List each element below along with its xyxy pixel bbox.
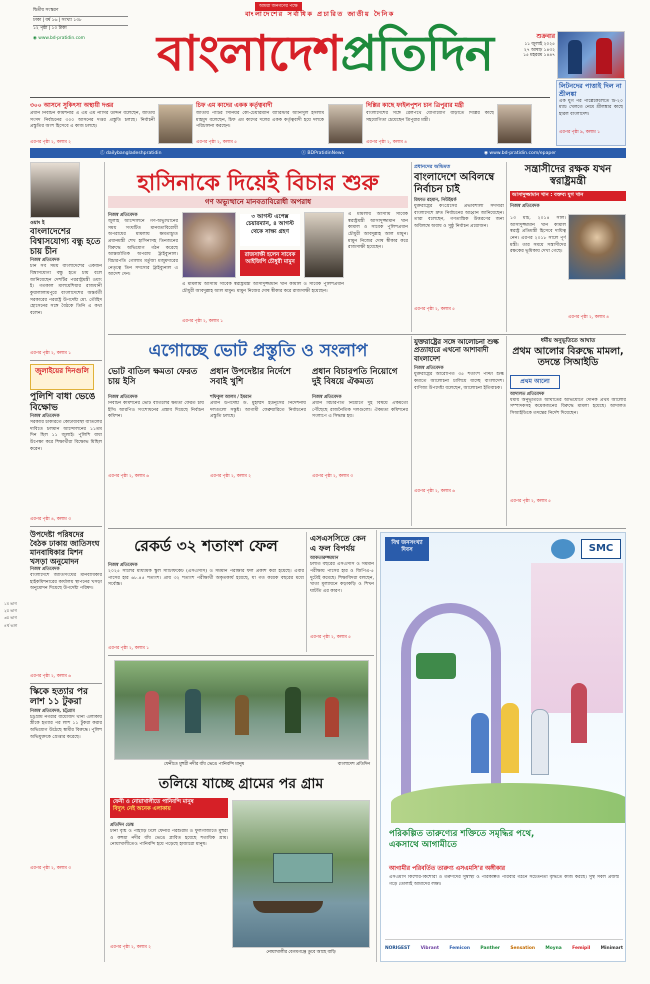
july-days-logo: জুলাইয়ের দিনগুলি — [30, 364, 94, 390]
ad-headline: পরিকল্পিত তারুণ্যের শক্তিতে সমৃদ্ধির পথে, একসাথে আগামীতে — [389, 829, 535, 850]
election-continued: এরপর পৃষ্ঠা ২, কলাম ৫ — [414, 307, 456, 312]
story3-byline: নিজস্ব প্রতিবেদক — [30, 566, 60, 572]
pa-text: ধর্মীয় অনুভূতিতে আঘাতের অভিযোগে দৈনিক প্রথম আলোর সম্পাদকসহ কয়েকজনের বিরুদ্ধে মামলা হয়েছে। আদালত সিআইডিকে তদন্তের নির্দেশ দিয়েছেন। — [510, 397, 626, 417]
lead-byline: নিজস্ব প্রতিবেদক — [108, 213, 138, 218]
flood-byline: প্রতিদিন ডেস্ক — [110, 823, 134, 828]
ssc-analysis[interactable] — [310, 534, 374, 654]
person-figure — [325, 697, 339, 737]
teaser-text: বাংলাদেশের সঙ্গে রেলপথে যোগাযোগ বাড়াতে দিল্লির কাছে সহযোগিতা চেয়েছেন ত্রিপুরার মন্ত্রী। — [366, 111, 494, 123]
flood-photo — [114, 660, 369, 760]
twitter-link[interactable] — [301, 150, 344, 156]
ssc-text: চলতি বছরের এসএসসি ও সমমান পরীক্ষায় পাসের হার ও জিপিএ-৫ দুটোই কমেছে। শিক্ষাবিদরা বলছেন, খাতা মূল্যায়নে কড়াকড়ি ও শিখন ঘাটতি এর কারণ। — [310, 562, 374, 594]
asaduzzaman-photo — [568, 214, 626, 280]
tagline: বাংলাদেশের সর্বাধিক প্রচারিত জাতীয় দৈনিক — [245, 10, 395, 18]
mamun-photo — [304, 212, 344, 278]
left-column — [30, 162, 102, 962]
newspaper-logo[interactable] — [125, 16, 525, 82]
woman-figure-illustration — [571, 683, 587, 743]
person-figure — [185, 689, 201, 733]
tariff-story[interactable] — [414, 338, 504, 524]
cricket-photo — [557, 31, 625, 79]
hasina-photo — [182, 212, 236, 278]
edge-mark: ১ম ভাগ — [4, 601, 17, 606]
twitter-icon: ⓧ — [301, 151, 308, 156]
facebook-icon: ⓕ — [99, 151, 106, 156]
story3-text: বাংলাদেশে জাতিসংঘের মানবাধিকার হাইকমিশনারের কার্যালয় স্থাপনের খসড়া অনুমোদন দিয়েছে উপদেষ্টা পরিষদ। — [30, 572, 102, 592]
election-title: বাংলাদেশে অবিলম্বে নির্বাচন চাই — [414, 172, 495, 195]
flood-banner — [110, 798, 228, 818]
flood-photo-credit: বাংলাদেশ প্রতিদিন — [337, 762, 370, 767]
exam-body — [108, 562, 304, 652]
teaser-portrait — [158, 104, 193, 144]
teaser-portrait — [497, 104, 532, 144]
hill-illustration — [391, 783, 626, 823]
hm-banner: আসাদুজ্জামান খান : বক্তব্য যুগ খান — [510, 191, 626, 201]
election-kicker: প্রধানদের অভিমত — [414, 164, 451, 170]
issue-line: ঢাকা | বর্ষ ১৬ | সংখ্যা ১৩৮ — [33, 16, 128, 26]
player-figure — [568, 40, 582, 74]
product-logo: Sensation — [510, 946, 535, 951]
product-logo: Minimart — [600, 946, 623, 951]
vote-byline-3: নিজস্ব প্রতিবেদক — [312, 395, 342, 400]
story4-title[interactable]: স্কিকে হত্যার পর লাশ ১১ টুকরা — [30, 686, 88, 708]
vote-continued-3: এরপর পৃষ্ঠা ২, কলাম ৩ — [312, 474, 354, 479]
teaser-title: চিফ এম কাদের একক কর্তৃত্ববাদী — [196, 102, 273, 109]
player-figure — [596, 38, 612, 74]
logo-part2: প্রতিদিন — [340, 24, 494, 82]
epaper-url: www.bd-pratidin.com/epaper — [489, 150, 557, 156]
hm-title: সন্ত্রাসীদের রক্ষক যখন স্বরাষ্ট্রমন্ত্রী — [524, 164, 612, 187]
flood-photo2-caption: নোয়াখালীর বেগমগঞ্জে ডুবে আছে বাড়ি — [266, 950, 336, 955]
student-figure-illustration — [471, 713, 489, 773]
hm-continued: এরপর পৃষ্ঠা ২, কলাম ৪ — [568, 315, 610, 320]
website-text: www.bd-pratidin.com — [38, 36, 85, 41]
vote-subheads — [108, 368, 408, 388]
teaser-3[interactable] — [366, 100, 494, 146]
masthead — [0, 0, 650, 100]
flood-banner-line2: বিদ্যুৎ নেই অনেক এলাকায় — [113, 806, 171, 813]
epaper-link[interactable] — [484, 151, 556, 156]
worker-figure-illustration — [501, 703, 519, 773]
pa-title: প্রথম আলোর বিরুদ্ধে মামলা, তদন্তে সিআইডি — [512, 346, 624, 369]
pa-continued: এরপর পৃষ্ঠা ২, কলাম ৫ — [510, 498, 552, 504]
vote-col-2 — [210, 394, 306, 524]
path-arch-illustration — [401, 603, 501, 803]
hm-text: ১৩ মার্চ, ২০১৪ সাল। আসাদুজ্জামান খান কামাল স্বরাষ্ট্র প্রতিমন্ত্রী হিসেবে দায়িত্ব নেন। এরপর ২০১৮ সালে পূর্ণ মন্ত্রী। তার সময়ে সন্ত্রাসীদের রক্ষকের ভূমিকায় দেখা গেছে। — [510, 216, 566, 255]
vote-sub1[interactable]: ভোট বাতিল ক্ষমতা ফেরত চায় ইসি — [108, 367, 198, 387]
story2-continued: এরপর পৃষ্ঠা ৪, কলাম ৩ — [30, 516, 72, 522]
prothom-alo-story[interactable] — [510, 338, 626, 524]
flood-photo-caption: ফেনীতে মুহুরী নদীর বাঁধ ভেঙে পানিবন্দি মানুষ — [163, 762, 245, 767]
exam-text: ২০২৫ সালের মাধ্যমিক স্কুল সার্টিফিকেট (এসএসসি) ও সমমান পরীক্ষার ফল প্রকাশ করা হয়েছে। এবার পাসের হার ৬৮.৪৫ শতাংশ। প্রায় ৩২ শতাংশ পরীক্ষার্থী অকৃতকার্য হয়েছে, যা গত কয়েক বছরের মধ্যে সর্বোচ্চ। — [108, 569, 304, 588]
lead-text-3: এ মামলায় আসামি সাবেক স্বরাষ্ট্রমন্ত্রী আসাদুজ্জামান খান কামাল ও সাবেক পুলিশপ্রধান চৌধুরী আবদুল্লাহ আল মামুন। মামুন নিজের দোষ স্বীকার করে রাজসাক্ষী হয়েছেন। — [348, 212, 408, 251]
story1-byline: নিজস্ব প্রতিবেদক — [30, 258, 60, 264]
story1-text: চীন সব সময় বাংলাদেশের একজন বিশ্বাসযোগ্য বন্ধু হতে চায় বলে জানিয়েছেন দেশটির পররাষ্ট্রমন্ত্রী ওয়াং ই। গতকাল মালয়েশিয়ার রাজধানী কুয়ালালামপুরে বাংলাদেশের অন্তর্বর্তী সরকারের পররাষ্ট্র উপদেষ্টা মো. তৌহিদ হোসেনের সঙ্গে বৈঠকে তিনি এ কথা বলেন। — [30, 264, 102, 316]
story4-continued: এরপর পৃষ্ঠা ২, কলাম ৩ — [30, 865, 72, 871]
flood-body — [110, 822, 228, 962]
lead-highlight-2: রাজসাক্ষী হলেন সাবেক আইজিপি চৌধুরী মামুন — [240, 250, 300, 276]
vote-sub3[interactable]: প্রধান বিচারপতি নিয়োগে দুই বিষয়ে ঐকমত্য — [312, 367, 398, 387]
boat-shape — [253, 901, 323, 913]
vote-text-2: প্রধান উপদেষ্টা ড. মুহাম্মদ ইউনূসের নির্দেশনায় দলগুলো সন্তুষ্ট। আগামী ফেব্রুয়ারিতে নির্বাচনের প্রস্তুতি চলছে। — [210, 401, 306, 420]
story3-title[interactable]: উপদেষ্টা পরিষদের বৈঠক ঢাকায় জাতিসংঘ মানবাধিকার মিশন খসড়া অনুমোদন — [30, 529, 100, 566]
story4-byline: নিজস্ব প্রতিবেদক, চট্টগ্রাম — [30, 708, 75, 714]
partner-logo-icon — [551, 539, 575, 559]
story2-text: সরকারি চাকরিতে কোটাব্যবস্থা বাতিলের দাবিতে চলমান আন্দোলনের ১১তম দিন ছিল ১১ জুলাই। পুলিশি বাধা উপেক্ষা করে শিক্ষার্থীরা বিক্ষোভ মিছিল করেন। — [30, 419, 102, 452]
page-edge-marks — [4, 600, 20, 629]
ad-text: এসএমসি কিশোর-কিশোরী ও তরুণদের সুস্বাস্থ্য ও পরিকল্পিত পরিবার গঠনে সচেতনতা বৃদ্ধিতে কাজ করছে। সুস্থ সবল প্রজন্ম গড়ে তোলাই আমাদের লক্ষ্য। — [389, 875, 619, 887]
election-story[interactable] — [414, 164, 504, 332]
globe-icon: ◉ — [33, 36, 39, 41]
lead-column-3 — [348, 212, 408, 327]
teaser-continued: এরপর পৃষ্ঠা ২, কলাম ৪ — [366, 140, 408, 145]
flood-banner-line1: ফেনী ও নোয়াখালীতে পানিবন্দি মানুষ — [113, 799, 194, 805]
vote-continued-2: এরপর পৃষ্ঠা ২, কলাম ২ — [210, 474, 252, 479]
exam-continued: এরপর পৃষ্ঠা ২, কলাম ১ — [108, 646, 150, 651]
flood-title: তলিয়ে যাচ্ছে গ্রামের পর গ্রাম — [158, 776, 324, 792]
wang-yi-photo — [30, 162, 80, 218]
house-shape — [273, 853, 333, 883]
product-logo: Vibrant — [420, 946, 439, 951]
lead-column-2 — [182, 282, 344, 327]
exam-byline: নিজস্ব প্রতিবেদক — [108, 563, 138, 568]
story1-title[interactable]: বাংলাদেশের বিশ্বাসযোগ্য বন্ধু হতে চায় চীন — [30, 227, 101, 257]
teaser-title: লিটনদের পাত্তাই দিল না শ্রীলঙ্কা — [559, 82, 622, 98]
person-figure — [235, 695, 249, 735]
facebook-link[interactable] — [100, 150, 162, 156]
ssc-continued: এরপর পৃষ্ঠা ২, কলাম ৫ — [310, 635, 352, 641]
flood-headline-box[interactable] — [108, 772, 374, 796]
ad-badge: বিশ্ব জনসংখ্যা দিবস — [385, 537, 429, 561]
lead-text-2: এ মামলায় আসামি সাবেক স্বরাষ্ট্রমন্ত্রী আসাদুজ্জামান খান কামাল ও সাবেক পুলিশপ্রধান চৌধুরী আবদুল্লাহ আল মামুন। মামুন নিজের দোষ স্বীকার করে রাজসাক্ষী হয়েছেন। — [182, 282, 344, 294]
tariff-title: যুক্তরাষ্ট্রের সঙ্গে আলোচনা শুল্ক প্রত্যাহারে এখনো আশাবাদী বাংলাদেশ — [414, 338, 499, 363]
edge-mark: ৩য় ভাগ — [4, 615, 17, 621]
teaser-text: প্রধান নির্বাচন কমিশনার এ এম এম নাসির উদ্দিন বলেছেন, জাতীয় সংসদ নির্বাচনের ৩০০ আসনের দপ্তর প্রস্তুতি চলছে। নির্বাচনী প্রস্তুতির অংশ হিসেবে এ কাজ চলছে। — [30, 111, 155, 130]
tariff-text: যুক্তরাষ্ট্রের আরোপিত ৩৫ শতাংশ পাল্টা শুল্ক কমাতে আলোচনা চালিয়ে যাচ্ছে বাংলাদেশ। বাণিজ্য উপদেষ্টা বলেছেন, আলোচনা ইতিবাচক। — [414, 372, 504, 391]
person-figure — [285, 687, 301, 733]
ssc-byline: আকতারুজ্জামান — [310, 556, 339, 562]
smc-logo: SMC — [581, 539, 621, 559]
vote-title: এগোচ্ছে ভোট প্রস্তুতি ও সংলাপ — [148, 341, 368, 361]
ad-subhead: আগামীর পরিবর্তিত তারুণ্য এসএমসি'র অঙ্গীকার — [389, 865, 506, 872]
teaser-text: এক যুগ পর পাল্লেকেলেতে টি-২০ ম্যাচ খেলতে নেমে শ্রীলঙ্কার কাছে হারল বাংলাদেশ। — [559, 98, 623, 117]
vote-byline-1: নিজস্ব প্রতিবেদক — [108, 395, 138, 400]
date-bn: ২৭ আষাঢ় ১৪৩২ — [523, 47, 555, 53]
teaser-continued: এরপর পৃষ্ঠা ৯, কলাম ১ — [559, 129, 600, 135]
teaser-title: দিল্লির কাছে ফাইলপুশন চান ত্রিপুরার মন্ত্রী — [366, 102, 464, 109]
facebook-handle: dailybangladeshpratidin — [105, 151, 162, 156]
vote-col-3 — [312, 394, 408, 524]
product-logo: Panther — [480, 946, 500, 951]
election-byline: রিফাত রহমান, নিউইয়র্ক — [414, 198, 457, 203]
pa-byline: আদালত প্রতিবেদক — [510, 391, 545, 397]
vote-text-3: প্রধান বিচারপতি নিয়োগে দুই বিষয়ে ঐকমত্যে পৌঁছেছে রাজনৈতিক দলগুলো। ঐকমত্য কমিশনের সংলাপে এ সিদ্ধান্ত হয়। — [312, 401, 408, 420]
doctor-figure-illustration — [531, 709, 549, 775]
vote-byline-2: শফিকুল আলম / ইমরান — [210, 395, 252, 400]
vote-col-1 — [108, 394, 204, 524]
smc-advertisement[interactable] — [380, 532, 626, 962]
date-hijri: ১৫ মহররম ১৪৪৭ — [523, 53, 555, 59]
teaser-4[interactable] — [556, 80, 626, 146]
ssc-title: এসএসসিতে কেন এ ফল বিপর্যয় — [310, 534, 366, 553]
edge-mark: ২য় ভাগ — [4, 608, 17, 614]
website-link[interactable] — [33, 36, 85, 42]
tractor-illustration — [416, 653, 456, 679]
lead-column-1 — [108, 212, 178, 327]
twitter-handle: BDPratidinNews — [307, 151, 345, 156]
weekday: শুক্রবার — [536, 33, 555, 40]
edition-label: দ্বিতীয় সংস্করণ — [33, 8, 59, 13]
teaser-title: ৩০০ আসনে সুকিৎসা অস্থায়ী দপ্তর — [30, 102, 114, 109]
pages-price: ১২ পৃষ্ঠা | ১০ টাকা — [33, 26, 67, 31]
story1-kicker: ওয়াং ই — [30, 220, 45, 226]
social-bar — [30, 148, 626, 158]
flood-text: টানা বৃষ্টি ও পাহাড়ি ঢলে ফেনীর পরশুরাম ও ফুলগাজীতে মুহুরী ও কহুয়া নদীর বাঁধ ভেঙে প্লাবিত হয়েছে শতাধিক গ্রাম। নোয়াখালীতেও পানিবন্দি হয়ে পড়েছে হাজারো মানুষ। — [110, 829, 228, 848]
tariff-continued: এরপর পৃষ্ঠা ২, কলাম ৬ — [414, 489, 456, 495]
story3-continued: এরপর পৃষ্ঠা ২, কলাম ৬ — [30, 673, 72, 679]
logo-part1: বাংলাদেশ — [156, 24, 341, 82]
story4-text: চট্টগ্রাম নগরীর বায়েজিদ থানা এলাকায় স্ত্রীকে হত্যার পর লাশ ১১ টুকরা করার অভিযোগ উঠেছে স্বামীর বিরুদ্ধে। পুলিশ অভিযুক্তকে গ্রেপ্তার করেছে। — [30, 714, 102, 740]
teaser-portrait — [328, 104, 363, 144]
lead-continued: এরপর পৃষ্ঠা ২, কলাম ১ — [182, 319, 224, 324]
story2-byline: নিজস্ব প্রতিবেদক — [30, 413, 60, 419]
lead-headline-box[interactable] — [108, 166, 408, 194]
teaser-continued: এরপর পৃষ্ঠা ২, কলাম ৫ — [196, 140, 238, 145]
vote-headline-box[interactable] — [108, 338, 408, 364]
pa-kicker: ধর্মীয় অনুভূতিতে আঘাত — [540, 338, 596, 344]
flood-continued: এরপর পৃষ্ঠা ২, কলাম ২ — [110, 945, 152, 950]
vote-continued-1: এরপর পৃষ্ঠা ২, কলাম ৬ — [108, 474, 150, 479]
tagline-top: আমরা জনগণের পক্ষে — [255, 2, 302, 11]
product-logo: NORIGEST — [385, 946, 411, 951]
flooded-house-photo — [232, 800, 370, 948]
lead-title: হাসিনাকে দিয়েই বিচার শুরু — [137, 171, 379, 196]
tariff-byline: নিজস্ব প্রতিবেদক — [414, 366, 444, 372]
exam-headline-box[interactable] — [108, 534, 304, 558]
election-text: যুক্তরাষ্ট্রের কংগ্রেসের প্রভাবশালী সদস্যরা বাংলাদেশে দ্রুত নির্বাচনের আহ্বান জানিয়েছেন। তারা বলেছেন, গণতান্ত্রিক উত্তরণের জন্য অবিলম্বে অবাধ ও সুষ্ঠু নির্বাচন প্রয়োজন। — [414, 204, 504, 229]
edge-mark: ৪র্থ ভাগ — [4, 622, 18, 628]
vote-sub2[interactable]: প্রধান উপদেষ্টার নির্দেশে সবাই খুশি — [210, 367, 291, 387]
teaser-text: জাতীয় পার্টির সিনিয়র কো-চেয়ারম্যান ব্যারিস্টার আনিসুল ইসলাম মাহমুদ বলেছেন, চিফ এম কাদের দলের একক কর্তৃত্ববাদী হয়ে দলকে পরিচালনা করছেন। — [196, 111, 324, 130]
lead-text: জুলাই আন্দোলনে গণ-অভ্যুত্থানের সময় সংঘটিত মানবতাবিরোধী অপরাধের মামলায় ক্ষমতাচ্যুত প্রধানমন্ত্রী শেখ হাসিনাসহ তিনজনের বিরুদ্ধে অভিযোগ গঠন করেছে আন্তর্জাতিক অপরাধ ট্রাইব্যুনাল। বিচারপতি গোলাম মর্তুজা মজুমদারের নেতৃত্বে তিন সদস্যের ট্রাইব্যুনাল এ আদেশ দেন। — [108, 219, 178, 278]
teaser-continued: এরপর পৃষ্ঠা ২, কলাম ২ — [30, 140, 72, 145]
product-logo: Femicon — [449, 946, 470, 951]
globe-icon: ◉ — [483, 150, 490, 156]
product-strip — [385, 939, 623, 957]
exam-title: রেকর্ড ৩২ শতাংশ ফেল — [134, 537, 278, 555]
home-minister-story[interactable] — [510, 164, 626, 332]
story1-continued: এরপর পৃষ্ঠা ২, কলাম ১ — [30, 351, 72, 357]
product-logo: Moyna — [545, 946, 562, 951]
vote-text-1: নির্বাচন কমিশনের ভোট বাতিলের ক্ষমতা ফেরত চায় ইসি। আরপিও সংশোধনের প্রস্তাব দিয়েছে নির্বাচন কমিশন। — [108, 401, 204, 420]
date-en: ১১ জুলাই ২০২৫ — [524, 42, 555, 47]
teaser-1[interactable] — [30, 100, 155, 146]
lead-highlight-1: ৩ আগস্ট এপেক্স চেয়ারম্যান, ৪ আগস্ট থেকে সাক্ষ্য গ্রহণ — [240, 214, 300, 246]
product-logo: Femipil — [572, 946, 591, 951]
lead-subtitle: গণ অভ্যুত্থানে মানবতাবিরোধী অপরাধ — [108, 196, 408, 208]
prothom-alo-logo: প্রথম আলো — [510, 375, 560, 389]
story2-title[interactable]: পুলিশি বাধা ভেঙে বিক্ষোভ — [30, 392, 96, 413]
teaser-2[interactable] — [196, 100, 324, 146]
hm-byline: নিজস্ব প্রতিবেদক — [510, 204, 540, 209]
person-figure — [145, 691, 159, 731]
